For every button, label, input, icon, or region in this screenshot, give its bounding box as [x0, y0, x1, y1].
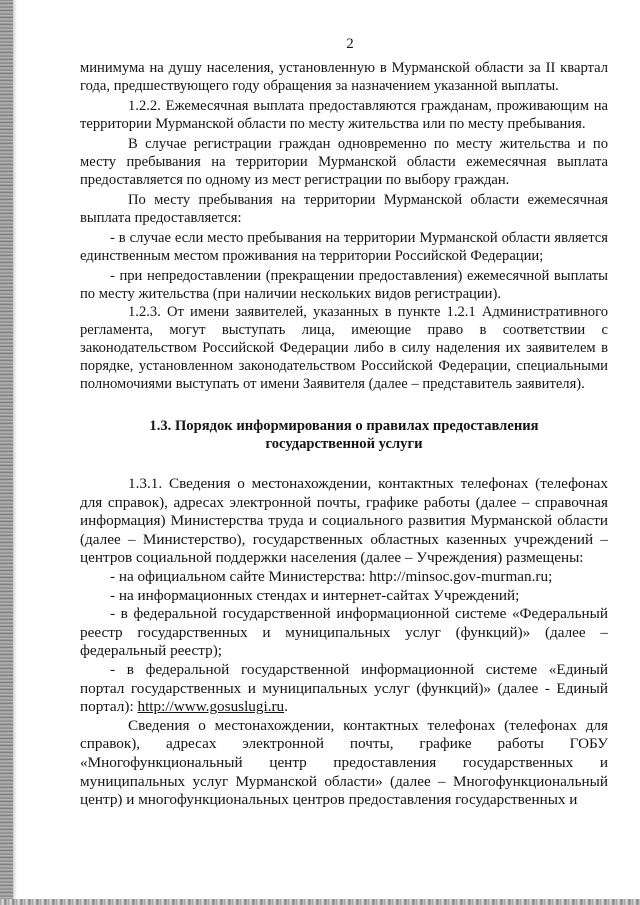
list-item-non-provision: - при непредоставлении (прекращении предоставления) ежемесячной выплаты по месту жительства (при наличии нескольких видов регистрации).	[80, 268, 608, 302]
list-item-ministry-site: - на официальном сайте Министерства: http://minsoc.gov-murman.ru;	[110, 567, 553, 585]
section-heading-1-3: 1.3. Порядок информирования о правилах предоставления государственной услуги	[149, 418, 539, 452]
gosuslugi-link[interactable]: http://www.gosuslugi.ru	[137, 698, 285, 716]
paragraph-1-2-2: 1.2.2. Ежемесячная выплата предоставляются гражданам, проживающим на территории Мурманской области по месту жительства или по месту пребывания.	[80, 98, 608, 132]
paragraph-1-3-1: 1.3.1. Сведения о местонахождении, контактных телефонах (телефонах для справок), адресах электронной почты, графике работы (далее – справочная информация) Министерства труда и социального развития Мурманской области (далее – Министерство), государственных областных казенных учреждений – центров социальной поддержки населения (далее – Учреждения) размещены:	[80, 475, 608, 567]
paragraph-place-of-stay: По месту пребывания на территории Мурманской области ежемесячная выплата предоставляется:	[80, 192, 608, 226]
section-1-3-body	[80, 475, 608, 810]
list-item-sole-residence: - в случае если место пребывания на территории Мурманской области является единственным местом проживания на территории Российской Федерации;	[80, 230, 608, 264]
paragraph-registration: В случае регистрации граждан одновременно по месту жительства и по месту пребывания на территории Мурманской области ежемесячная выплата предоставляется по одному из мест регистрации по выбору граждан.	[80, 136, 608, 188]
unified-portal-end: .	[284, 698, 288, 716]
unified-portal-text: - в федеральной государственной информационной системе «Единый портал государственных и муниципальных услуг (функций)» (далее - Единый портал):	[80, 660, 608, 716]
scan-edge-bottom	[0, 899, 640, 905]
scan-edge-shadow	[13, 0, 17, 905]
paragraph-continuation: минимума на душу населения, установленную в Мурманской области за II квартал года, предшествующего году обращения за назначением указанной выплаты.	[80, 60, 608, 94]
paragraph-mfc: Сведения о местонахождении, контактных телефонах (телефонах для справок), адресах электронной почты, графике работы ГОБУ «Многофункциональный центр предоставления государственных и муниципальных услуг Мурманской области» (далее – Многофункциональный центр) и многофункциональных центров предоставления государственных и	[80, 716, 608, 809]
document-body	[80, 59, 608, 810]
list-item-stands: - на информационных стендах и интернет-сайтах Учреждений;	[110, 586, 520, 604]
paragraph-1-2-3: 1.2.3. От имени заявителей, указанных в пункте 1.2.1 Административного регламента, могут выступать лица, имеющие право в соответствии с законодательством Российской Федерации либо в силу наделения их заявителем в порядке, установленном законодательством Российской Федерации, специальными полномочиями выступать от имени Заявителя (далее – представитель заявителя).	[80, 304, 608, 392]
scan-edge-left	[0, 0, 13, 905]
list-item-unified-portal	[80, 661, 608, 717]
list-item-federal-registry: - в федеральной государственной информационной системе «Федеральный реестр государственных и муниципальных услуг (функций)» (далее – федеральный реестр);	[80, 605, 608, 660]
page-number: 2	[346, 36, 354, 52]
